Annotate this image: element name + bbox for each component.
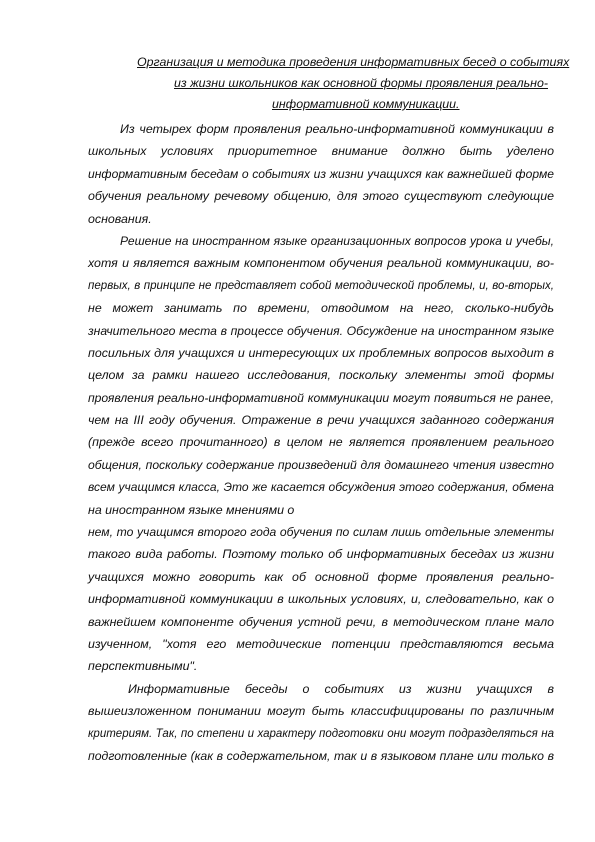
paragraph-3 (88, 678, 554, 768)
text-line: критериям. Так, по степени и характеру подготовки они могут подразделяться на (88, 727, 554, 740)
text-line: хотя и является важным компонентом обучения реальной коммуникации, во- (88, 256, 554, 271)
document-body (88, 118, 554, 767)
paragraph-2 (88, 230, 554, 678)
text-line: общения, поскольку содержание произведений для домашнего чтения известно (88, 457, 554, 472)
paragraph-1 (88, 118, 554, 230)
text-line: проявления реально-информативной коммуникации могут появиться не ранее, (88, 390, 554, 405)
text-line: Решение на иностранном языке организационных вопросов урока и учебы, (120, 233, 554, 248)
title-line: из жизни школьников как основной формы проявления реально- (174, 76, 548, 90)
text-line: важнейшем компоненте обучения устной речи, в методическом плане мало (88, 614, 554, 629)
text-line: всем учащимся класса, Это же касается обсуждения этого содержания, обмена (88, 480, 554, 495)
text-line: на иностранном языке мнениями о (88, 502, 295, 517)
text-line: (прежде всего прочитанного) в целом не является проявлением реального (88, 435, 554, 450)
text-line: учащихся можно говорить как об основной форме проявления реально- (88, 569, 554, 584)
text-line: обучения реальному речевому общению, для этого существуют следующие (88, 189, 554, 204)
text-line: школьных условиях приоритетное внимание должно быть уделено (88, 144, 554, 159)
text-line: изученном, "хотя его методические потенции представляются весьма (88, 636, 554, 651)
text-line: подготовленные (как в содержательном, так и в языковом плане или только в (88, 748, 554, 763)
text-line: такого вида работы. Поэтому только об информативных беседах из жизни (88, 547, 554, 562)
text-line: вышеизложенном понимании могут быть классифицированы по различным (88, 704, 554, 719)
title-line: Организация и методика проведения информативных бесед о событиях (137, 55, 570, 69)
text-line: перспективными". (88, 659, 198, 674)
text-line: нем, то учащимся второго года обучения по силам лишь отдельные элементы (88, 525, 554, 540)
text-line: не может занимать по времени, отводимом на него, сколько-нибудь (88, 301, 554, 316)
text-line: целом за рамки нашего исследования, поскольку элементы этой формы (88, 368, 554, 383)
text-line: информативным беседам о событиях из жизни учащихся как важнейшей форме (88, 166, 554, 181)
text-line: значительного места в процессе обучения. Обсуждение на иностранном языке (88, 323, 554, 338)
text-line: первых, в принципе не представляет собой методической проблемы, и, во-вторых, (88, 279, 554, 292)
text-line: посильных для учащихся и интересующих их проблемных вопросов выходит в (88, 345, 554, 360)
text-line: Информативные беседы о событиях из жизни учащихся в (128, 681, 554, 696)
text-line: основания. (88, 211, 152, 226)
text-line: Из четырех форм проявления реально-информативной коммуникации в (120, 122, 554, 136)
text-line: информативной коммуникации в школьных условиях, и, следовательно, как о (88, 592, 554, 607)
text-line: чем на III году обучения. Отражение в речи учащихся заданного содержания (88, 413, 554, 428)
title-line: информативной коммуникации. (272, 97, 460, 111)
document-title (0, 52, 595, 115)
